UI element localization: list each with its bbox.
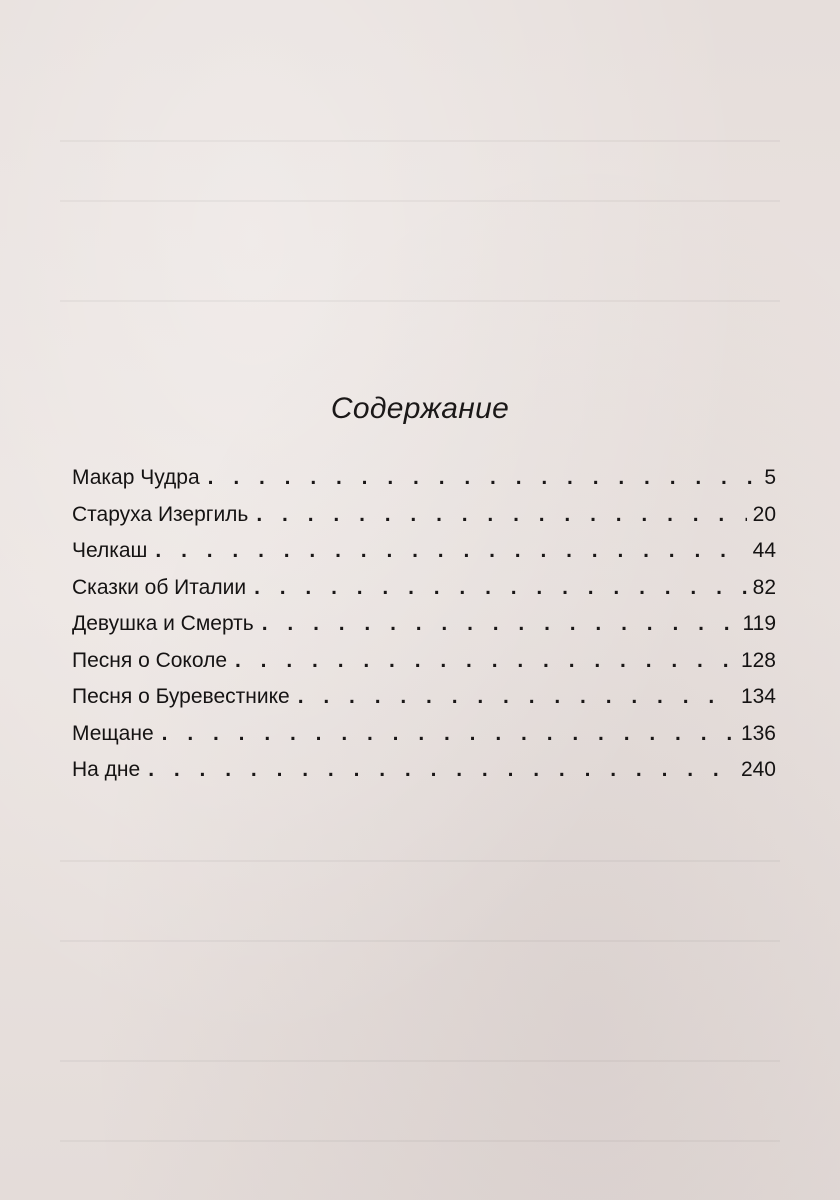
toc-entry-page: 20: [752, 502, 776, 526]
dot-leader: [262, 612, 737, 636]
toc-entry-page: 240: [740, 758, 776, 781]
toc-entry[interactable]: [72, 503, 776, 540]
toc-entry-page: 134: [740, 685, 776, 708]
toc-entry-page: 119: [742, 612, 776, 635]
dot-leader: [148, 758, 735, 782]
show-through-line: [60, 300, 780, 302]
dot-leader: [162, 722, 735, 746]
toc-entry-page: 128: [740, 648, 776, 672]
show-through-line: [60, 1060, 780, 1062]
toc-entry[interactable]: [72, 649, 776, 686]
toc-entry[interactable]: [72, 685, 776, 722]
toc-entry-title: Песня о Соколе: [72, 648, 228, 672]
toc-entry[interactable]: [72, 466, 776, 503]
toc-entry-title: Мещане: [72, 721, 154, 745]
contents-heading: Содержание: [330, 392, 510, 425]
dot-leader: [235, 649, 735, 673]
toc-entry-title: На дне: [72, 758, 141, 781]
show-through-line: [60, 1140, 780, 1142]
dot-leader: [298, 685, 735, 709]
show-through-line: [60, 860, 780, 862]
toc-entry-title: Песня о Буревестнике: [72, 685, 290, 708]
dot-leader: [155, 539, 746, 563]
toc-entry[interactable]: [72, 758, 776, 795]
dot-leader: [256, 503, 746, 527]
toc-entry-title: Старуха Изергиль: [72, 502, 249, 526]
toc-entry-title: Девушка и Смерть: [72, 612, 254, 635]
show-through-line: [60, 940, 780, 942]
show-through-line: [60, 140, 780, 142]
toc-entry[interactable]: [72, 612, 776, 649]
toc-entry-title: Челкаш: [72, 539, 148, 562]
toc-entry-page: 44: [752, 539, 776, 562]
show-through-line: [60, 200, 780, 202]
dot-leader: [208, 466, 759, 490]
toc-entry-title: Макар Чудра: [72, 466, 200, 489]
toc-entry-page: 5: [764, 466, 776, 489]
toc-entry-page: 136: [740, 721, 776, 745]
table-of-contents: [72, 466, 776, 795]
dot-leader: [254, 576, 747, 600]
toc-entry[interactable]: [72, 576, 776, 613]
toc-entry[interactable]: [72, 539, 776, 576]
toc-entry-page: 82: [752, 575, 776, 599]
toc-entry-title: Сказки об Италии: [72, 575, 247, 599]
toc-entry[interactable]: [72, 722, 776, 759]
